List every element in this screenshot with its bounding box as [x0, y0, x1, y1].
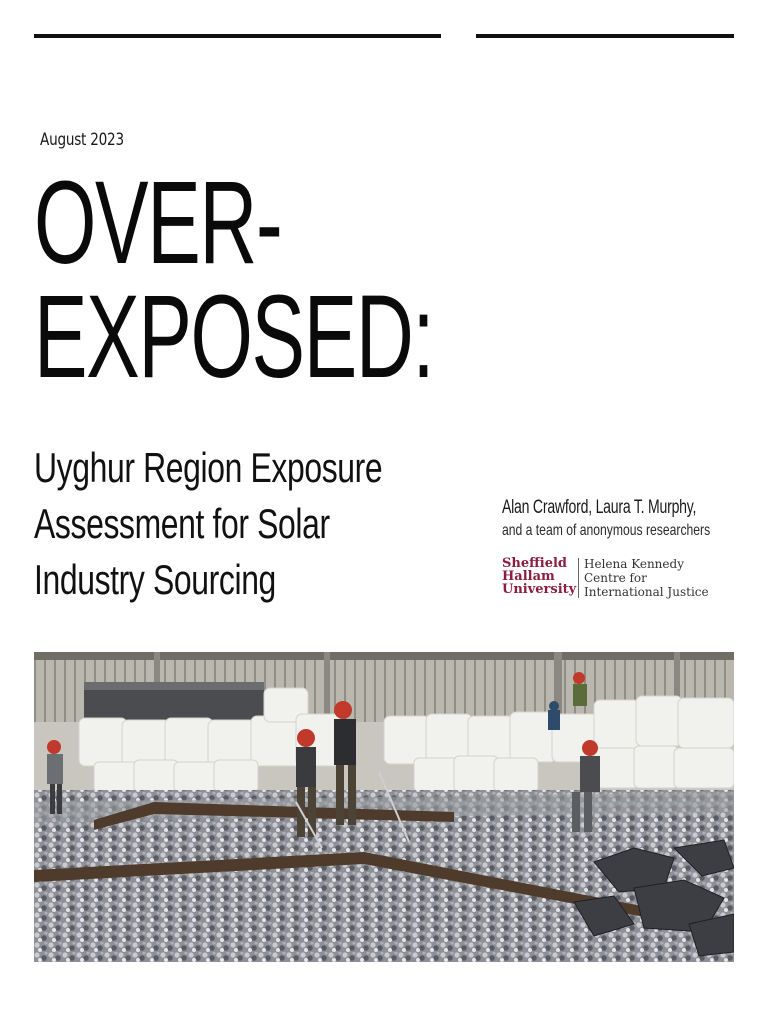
author-names: Alan Crawford, Laura T. Murphy,: [502, 497, 697, 518]
top-rule-right: [476, 34, 734, 38]
university-wordmark-line-2: Hallam: [502, 569, 555, 584]
centre-name: [584, 557, 709, 599]
publication-date: August 2023: [40, 130, 124, 150]
university-wordmark-line-3: University: [502, 582, 577, 597]
author-team-note: and a team of anonymous researchers: [502, 522, 711, 539]
centre-name-line-2: Centre for: [584, 571, 647, 585]
university-wordmark: [502, 557, 576, 596]
report-title: [34, 157, 434, 403]
centre-name-line-1: Helena Kennedy: [584, 557, 684, 571]
university-wordmark-line-1: Sheffield: [502, 556, 568, 571]
logo-divider: [578, 558, 579, 598]
centre-name-line-3: International Justice: [584, 585, 709, 599]
report-subtitle-line-2: Assessment for Solar: [34, 500, 330, 547]
institution-logo: [502, 557, 732, 601]
top-rule-left: [34, 34, 441, 38]
report-title-line-1: OVER-: [34, 157, 282, 289]
cover-photo-factory-workers: [34, 652, 734, 962]
report-title-line-2: EXPOSED:: [34, 271, 434, 403]
report-subtitle-line-3: Industry Sourcing: [34, 556, 276, 603]
report-subtitle: [34, 440, 382, 608]
report-subtitle-line-1: Uyghur Region Exposure: [34, 444, 383, 491]
